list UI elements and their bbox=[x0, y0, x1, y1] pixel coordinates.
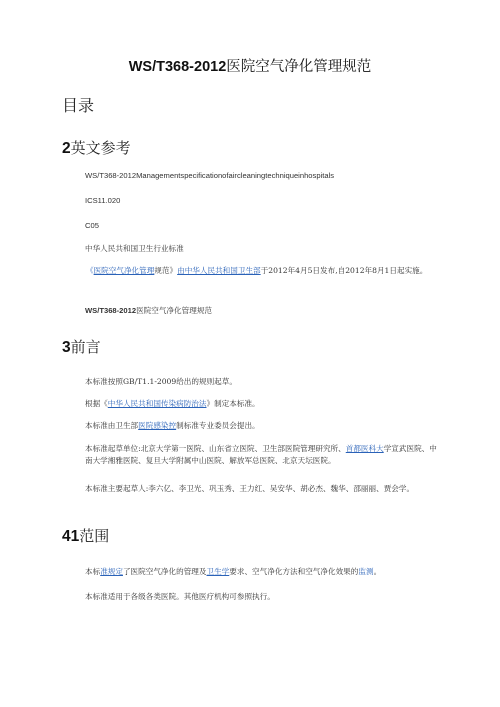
hygiene-link[interactable]: 卫生学 bbox=[206, 567, 230, 576]
title-code: WS/T368-2012 bbox=[128, 59, 227, 75]
infection-control-link[interactable]: 医院感染控 bbox=[138, 421, 177, 430]
section-heading-foreword bbox=[62, 336, 101, 357]
section-heading-scope bbox=[62, 525, 109, 546]
foreword-paragraph-2: 根据《中华人民共和国传染病防治法》制定本标准。 bbox=[85, 399, 260, 408]
section-name: 前言 bbox=[70, 338, 101, 356]
scope-paragraph-2: 本标准适用于各级各类医院。其他医疗机构可参照执行。 bbox=[85, 592, 275, 601]
document-title bbox=[0, 55, 500, 76]
title-text: 医院空气净化管理规范 bbox=[226, 59, 372, 75]
release-paragraph: 《医院空气净化管理规范》由中华人民共和国卫生部于2012年4月5日发布,自2012年8月1日起实施。 bbox=[86, 266, 428, 275]
standard-name-line: WS/T368-2012医院空气净化管理规范 bbox=[85, 306, 213, 315]
foreword-paragraph-4: 本标准起草单位:北京大学第一医院、山东省立医院、卫生部医院管理研究所、首都医科大学宣武医院、中南大学湘雅医院、复旦大学附属中山医院、解放军总医院、北京天坛医院。 bbox=[85, 444, 437, 465]
foreword-paragraph-5: 本标准主要起草人:李六亿、李卫光、巩玉秀、王力红、吴安华、胡必杰、魏华、邵丽丽、贾会学。 bbox=[85, 484, 415, 493]
section-number: 3 bbox=[62, 339, 71, 356]
foreword-paragraph-3: 本标准由卫生部医院感染控制标准专业委员会提出。 bbox=[85, 421, 260, 430]
foreword-paragraph-1: 本标准按照GB/T1.1-2009给出的规则起草。 bbox=[85, 377, 237, 386]
law-link[interactable]: 中华人民共和国传染病防治法 bbox=[107, 399, 207, 408]
industry-standard-line: 中华人民共和国卫生行业标准 bbox=[85, 244, 184, 253]
section-name: 英文参考 bbox=[70, 139, 131, 157]
scope-paragraph-1: 本标准规定了医院空气净化的管理及卫生学要求、空气净化方法和空气净化效果的监测。 bbox=[85, 567, 382, 576]
ics-line: ICS11.020 bbox=[85, 196, 121, 205]
section-heading-english-reference bbox=[62, 137, 131, 158]
section-number: 2 bbox=[62, 140, 71, 157]
c-code-line: C05 bbox=[85, 221, 99, 230]
release-link-ministry[interactable]: 由中华人民共和国卫生部 bbox=[177, 266, 261, 275]
english-title-line: WS/T368-2012Managementspecificationofaircleaningtechniqueinhospitals bbox=[85, 171, 335, 180]
monitoring-highlight[interactable]: 监测 bbox=[358, 567, 374, 576]
release-link-standard[interactable]: 医院空气净化管理 bbox=[93, 266, 155, 275]
regulation-link[interactable]: 准规定 bbox=[100, 567, 123, 576]
toc-heading: 目录 bbox=[62, 96, 95, 115]
section-name: 范围 bbox=[79, 527, 110, 545]
capital-medical-link[interactable]: 首都医科大 bbox=[345, 444, 384, 453]
section-number: 41 bbox=[62, 528, 80, 545]
